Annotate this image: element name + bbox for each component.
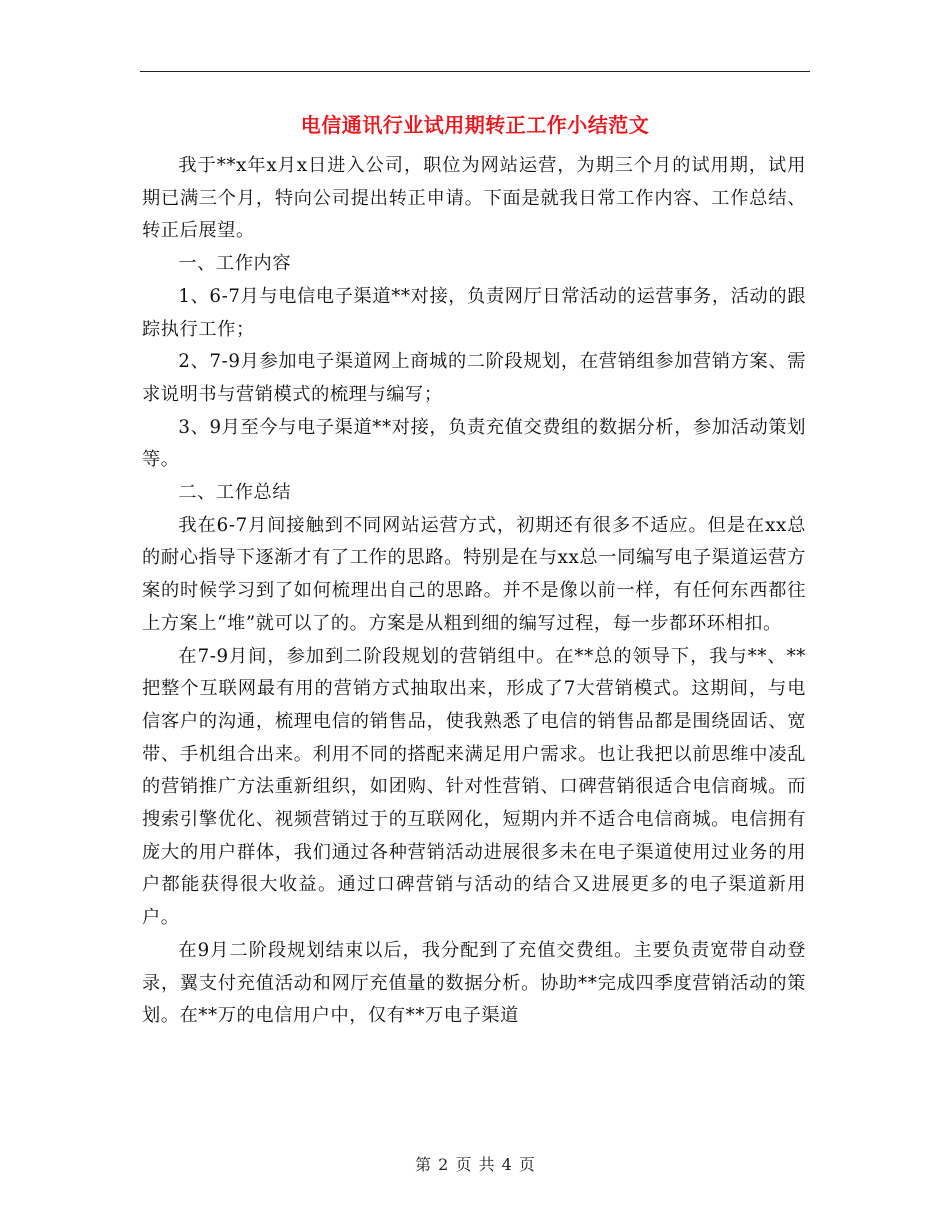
list-item-3: 3、9月至今与电子渠道**对接，负责充值交费组的数据分析，参加活动策划等。 [142, 416, 806, 471]
document-title: 电信通讯行业试用期转正工作小结范文 [300, 113, 650, 137]
paragraph-summary-1: 我在6-7月间接触到不同网站运营方式，初期还有很多不适应。但是在xx总的耐心指导下逐渐才有了工作的思路。特别是在与xx总一同编写电子渠道运营方案的时候学习到了如何梳理出自己的思路。并不是像以前一样，有任何东西都往上方案上“堆”就可以了的。方案是从粗到细的编写过程，每一步都环环相扣。 [142, 514, 806, 634]
paragraph-intro: 我于**x年x月x日进入公司，职位为网站运营，为期三个月的试用期，试用期已满三个月，特向公司提出转正申请。下面是就我日常工作内容、工作总结、转正后展望。 [142, 155, 806, 242]
page-number-footer: 第 2 页 共 4 页 [415, 1155, 535, 1174]
document-body [142, 150, 806, 1033]
section-heading-work-content: 一、工作内容 [178, 253, 292, 275]
paragraph-summary-3: 在9月二阶段规划结束以后，我分配到了充值交费组。主要负责宽带自动登录，翼支付充值活动和网厅充值量的数据分析。协助**完成四季度营销活动的策划。在**万的电信用户中，仅有**万电子渠道 [142, 939, 806, 1027]
list-item-2: 2、7-9月参加电子渠道网上商城的二阶段规划，在营销组参加营销方案、需求说明书与营销模式的梳理与编写； [142, 351, 806, 405]
paragraph-summary-2: 在7-9月间，参加到二阶段规划的营销组中。在**总的领导下，我与**、**把整个互联网最有用的营销方式抽取出来，形成了7大营销模式。这期间，与电信客户的沟通，梳理电信的销售品，使我熟悉了电信的销售品都是围绕固话、宽带、手机组合出来。利用不同的搭配来满足用户需求。也让我把以前思维中凌乱的营销推广方法重新组织，如团购、针对性营销、口碑营销很适合电信商城。而搜索引擎优化、视频营销过于的互联网化，短期内并不适合电信商城。电信拥有庞大的用户群体，我们通过各种营销活动进展很多未在电子渠道使用过业务的用户都能获得很大收益。通过口碑营销与活动的结合又进展更多的电子渠道新用户。 [142, 645, 806, 929]
list-item-1: 1、6-7月与电信电子渠道**对接，负责网厅日常活动的运营事务，活动的跟踪执行工作； [142, 285, 806, 340]
header-rule [140, 71, 810, 72]
section-heading-work-summary: 二、工作总结 [178, 482, 292, 504]
